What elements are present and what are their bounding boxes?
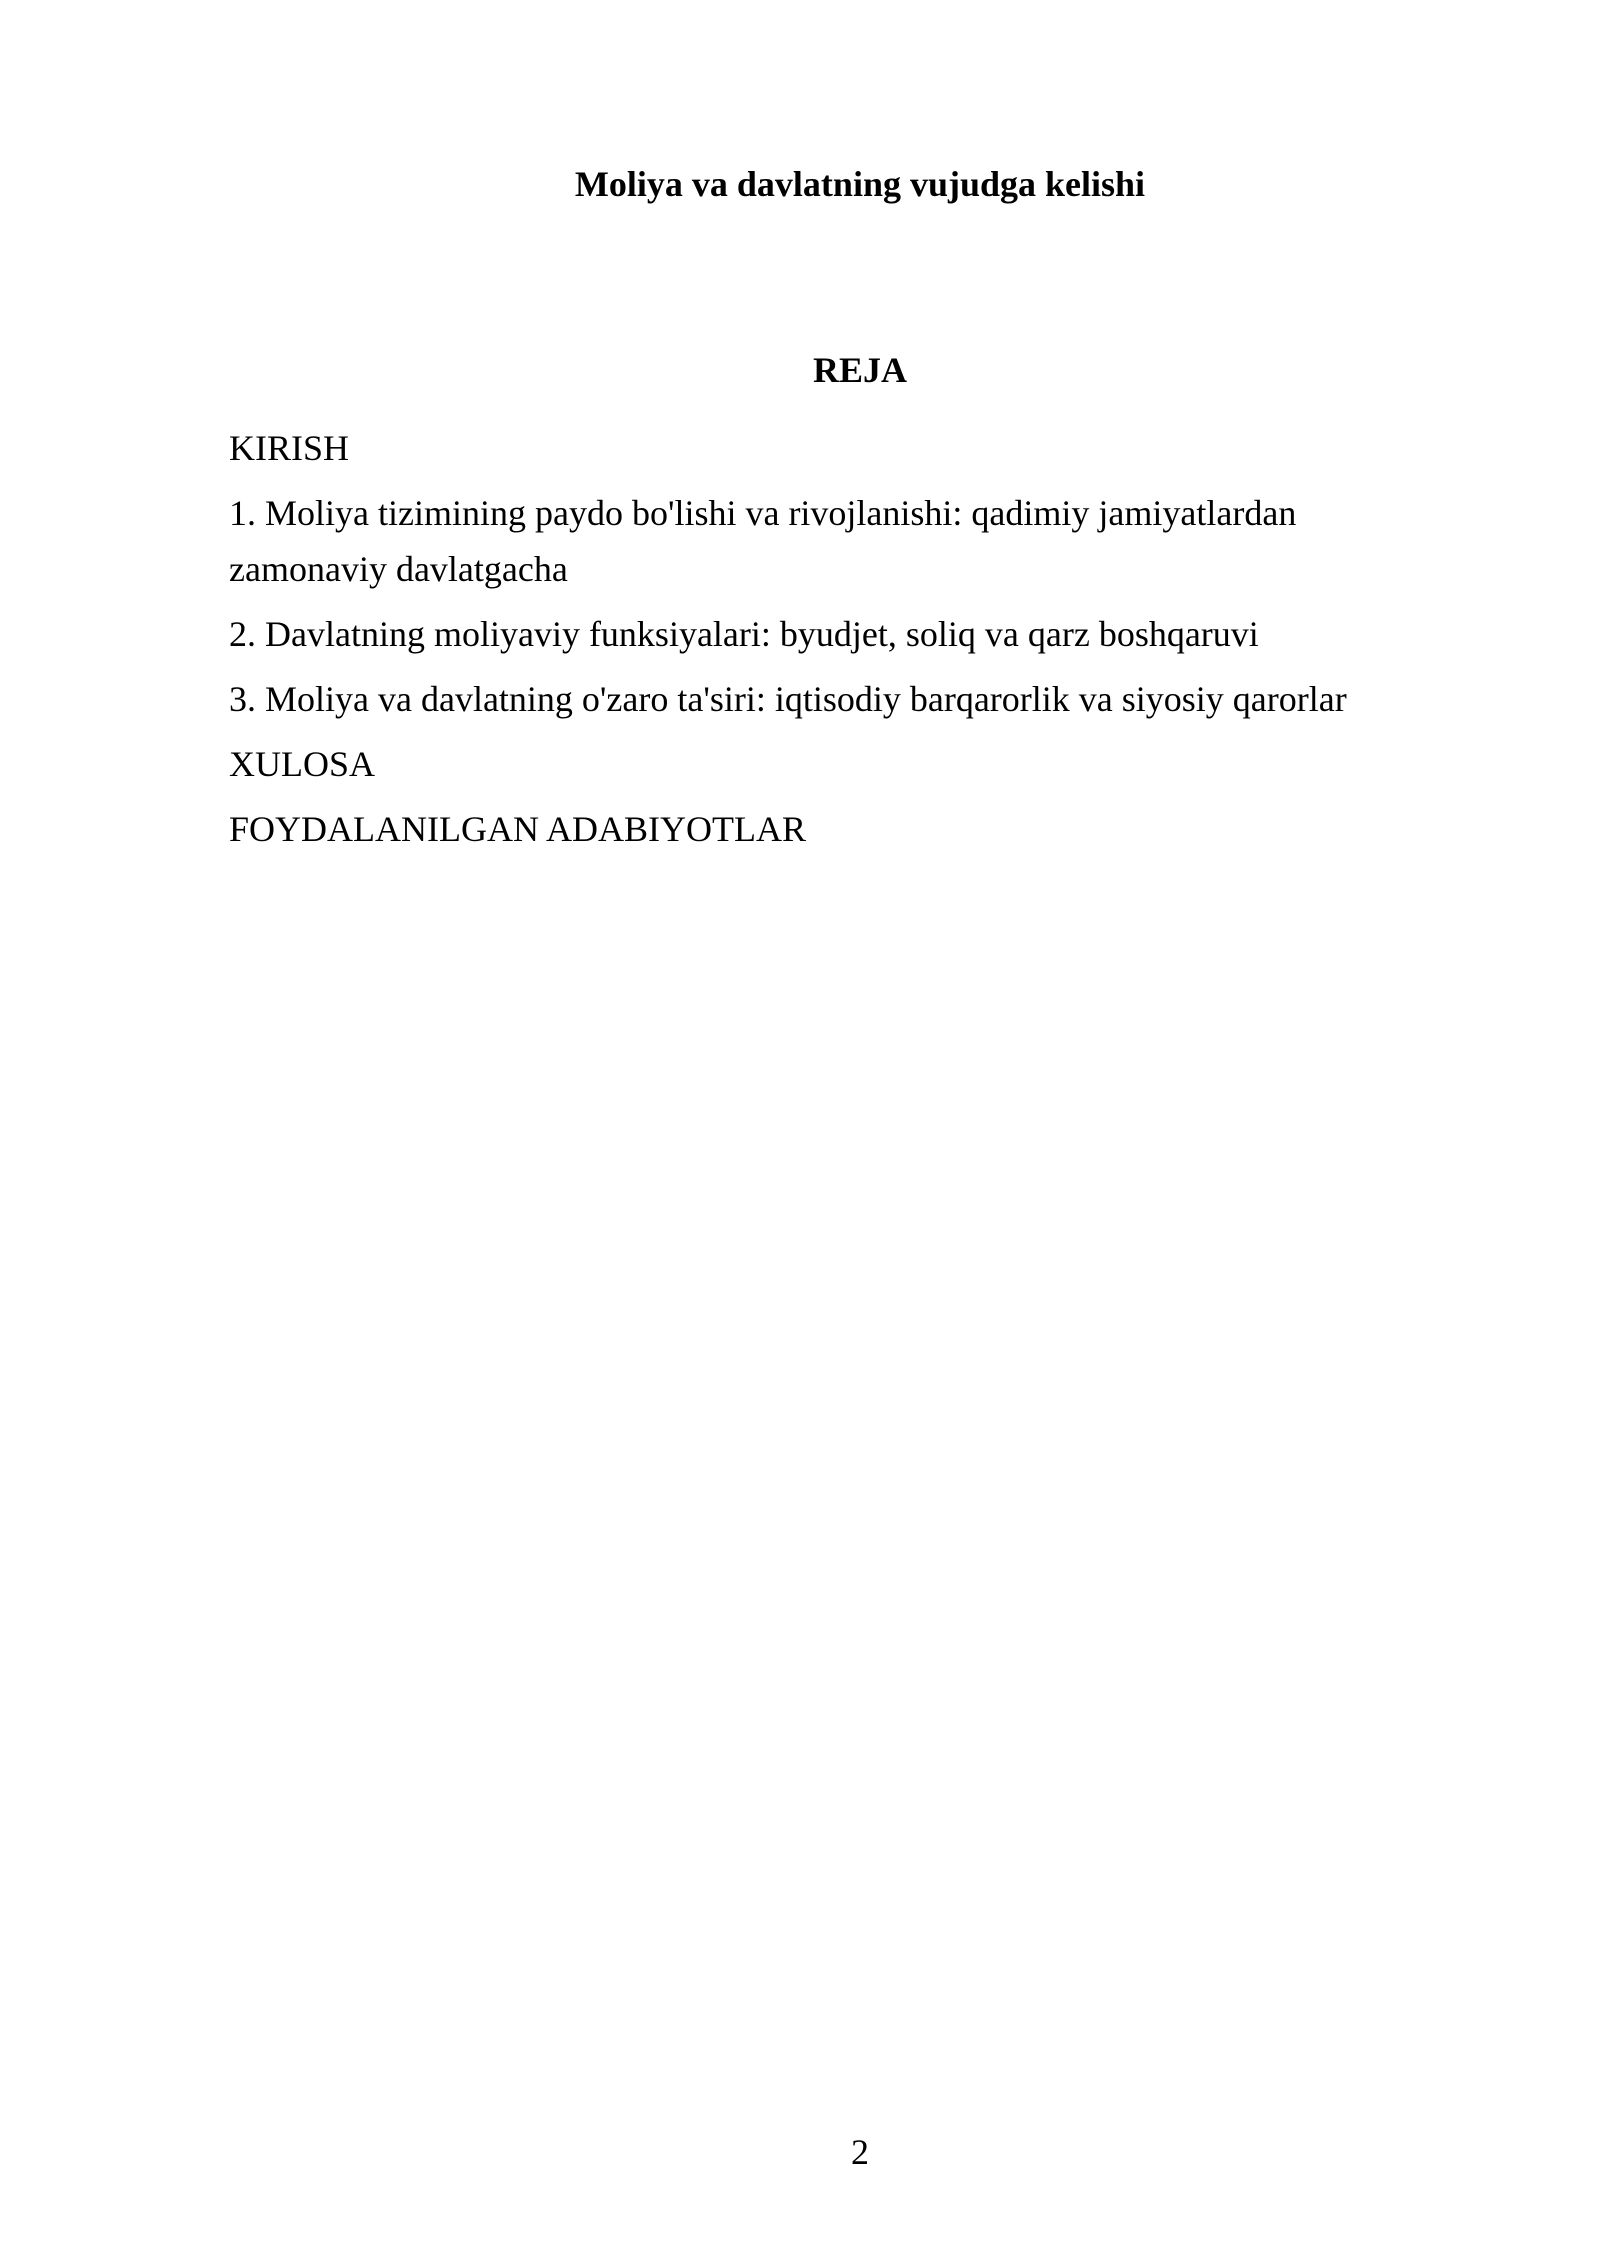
plan-list [229,420,1429,866]
plan-item-introduction: KIRISH [229,428,350,468]
plan-item-references: FOYDALANILGAN ADABIYOTLAR [229,809,806,849]
page-number: 2 [851,2132,869,2172]
plan-item-1: 1. Moliya tizimining paydo bo'lishi va rivojlanishi: qadimiy jamiyatlardan zamonaviy davlatgacha [229,493,1297,589]
plan-heading: REJA [812,350,907,390]
document-title: Moliya va davlatning vujudga kelishi [574,164,1146,204]
plan-item-2: 2. Davlatning moliyaviy funksiyalari: byudjet, soliq va qarz boshqaruvi [229,614,1259,654]
plan-item-3: 3. Moliya va davlatning o'zaro ta'siri: iqtisodiy barqarorlik va siyosiy qarorlar [229,679,1347,719]
plan-item-conclusion: XULOSA [229,744,376,784]
